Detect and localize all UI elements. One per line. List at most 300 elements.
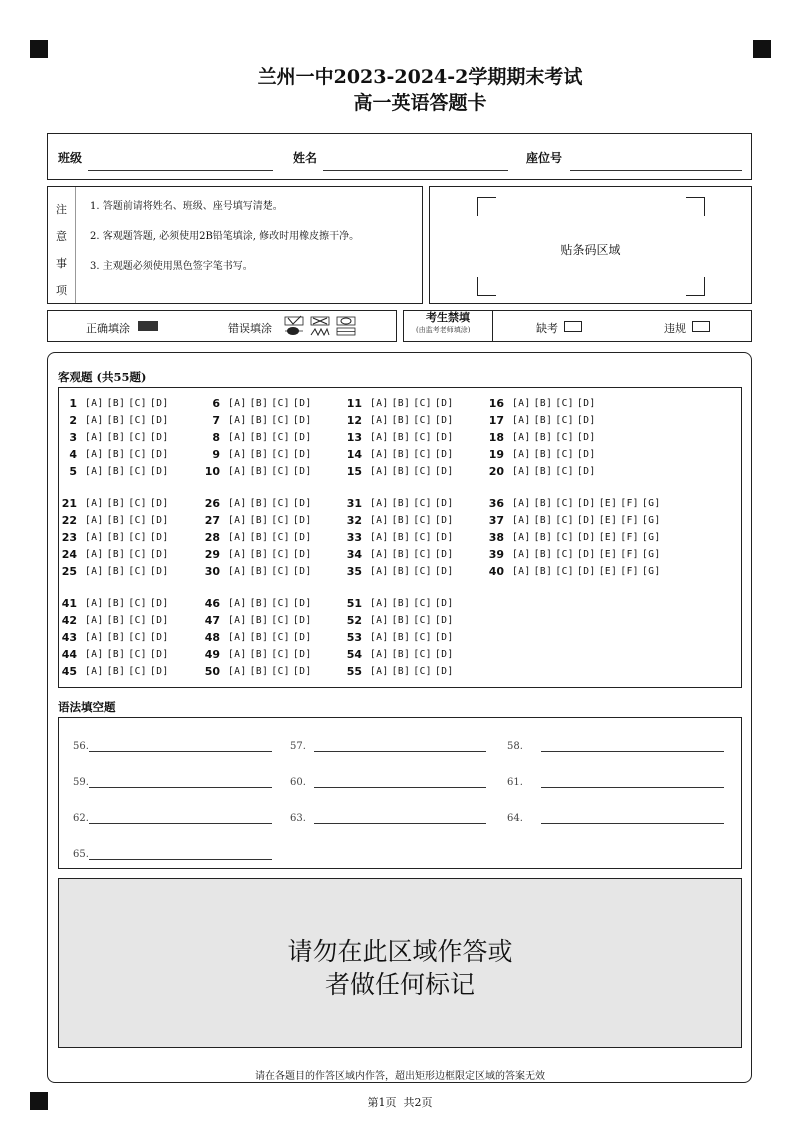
answer-bubble-c[interactable]: [C] (555, 449, 575, 460)
answer-bubble-c[interactable]: [C] (413, 598, 433, 609)
answer-bubble-b[interactable]: [B] (391, 598, 411, 609)
violation-label: 违规 (664, 322, 686, 335)
answer-bubble-b[interactable]: [B] (533, 532, 553, 543)
question-row (55, 548, 172, 561)
no-answer-text-line2: 者做任何标记 (324, 970, 475, 999)
answer-bubble-a[interactable]: [A] (228, 415, 247, 426)
answer-bubble-b[interactable]: [B] (106, 615, 126, 626)
answer-bubble-a[interactable]: [A] (512, 566, 531, 577)
answer-bubble-c[interactable]: [C] (271, 632, 291, 643)
answer-bubble-b[interactable]: [B] (533, 466, 553, 477)
answer-bubble-c[interactable]: [C] (413, 432, 433, 443)
answer-bubble-a[interactable]: [A] (370, 449, 389, 460)
answer-bubble-c[interactable]: [C] (413, 415, 433, 426)
answer-bubble-a[interactable]: [A] (85, 415, 104, 426)
answer-bubble-d[interactable]: [D] (150, 549, 169, 560)
answer-bubble-d[interactable]: [D] (435, 449, 454, 460)
proctor-note: (由监考老师填涂) (416, 326, 471, 334)
answer-bubble-a[interactable]: [A] (228, 449, 247, 460)
answer-bubble-g[interactable]: [G] (642, 566, 661, 577)
answer-bubble-b[interactable]: [B] (106, 498, 126, 509)
question-number: 17 (488, 414, 504, 427)
card-title: 高一英语答题卡 (353, 92, 487, 114)
answer-bubble-b[interactable]: [B] (391, 432, 411, 443)
answer-bubble-a[interactable]: [A] (228, 598, 247, 609)
answer-bubble-a[interactable]: [A] (85, 449, 104, 460)
answer-bubble-a[interactable]: [A] (228, 466, 247, 477)
answer-bubble-a[interactable]: [A] (228, 498, 247, 509)
answer-bubble-a[interactable]: [A] (85, 666, 104, 677)
answer-bubble-b[interactable]: [B] (533, 415, 553, 426)
question-row (198, 531, 315, 544)
answer-bubble-c[interactable]: [C] (271, 649, 291, 660)
answer-bubble-a[interactable]: [A] (370, 649, 389, 660)
question-number: 21 (61, 497, 77, 510)
answer-bubble-d[interactable]: [D] (435, 532, 454, 543)
answer-bubble-d[interactable]: [D] (435, 498, 454, 509)
grammar-item-62[interactable] (73, 813, 272, 824)
answer-bubble-c[interactable]: [C] (128, 632, 148, 643)
grammar-number: 58. (507, 741, 523, 752)
answer-bubble-d[interactable]: [D] (293, 666, 312, 677)
question-number: 34 (346, 548, 362, 561)
answer-bubble-c[interactable]: [C] (413, 449, 433, 460)
answer-bubble-d[interactable]: [D] (577, 432, 596, 443)
grammar-item-58[interactable] (507, 741, 724, 752)
answer-bubble-a[interactable]: [A] (512, 498, 531, 509)
question-number: 2 (69, 414, 77, 427)
absent-checkbox[interactable] (564, 321, 582, 332)
notice-side-char: 项 (56, 284, 67, 297)
answer-bubble-d[interactable]: [D] (150, 649, 169, 660)
answer-bubble-d[interactable]: [D] (435, 598, 454, 609)
answer-bubble-d[interactable]: [D] (293, 398, 312, 409)
answer-bubble-b[interactable]: [B] (249, 598, 269, 609)
answer-bubble-d[interactable]: [D] (293, 532, 312, 543)
answer-bubble-c[interactable]: [C] (555, 532, 575, 543)
grammar-title: 语法填空题 (58, 700, 116, 714)
answer-bubble-d[interactable]: [D] (577, 566, 596, 577)
answer-bubble-b[interactable]: [B] (391, 415, 411, 426)
answer-bubble-g[interactable]: [G] (642, 549, 661, 560)
answer-bubble-b[interactable]: [B] (106, 549, 126, 560)
answer-bubble-c[interactable]: [C] (128, 398, 148, 409)
grammar-item-64[interactable] (507, 813, 724, 824)
answer-bubble-d[interactable]: [D] (150, 432, 169, 443)
answer-bubble-a[interactable]: [A] (85, 466, 104, 477)
answer-bubble-f[interactable]: [F] (620, 532, 640, 543)
grammar-item-65[interactable] (73, 849, 272, 860)
answer-bubble-c[interactable]: [C] (128, 666, 148, 677)
answer-bubble-c[interactable]: [C] (413, 498, 433, 509)
answer-bubble-b[interactable]: [B] (249, 466, 269, 477)
answer-bubble-b[interactable]: [B] (391, 532, 411, 543)
answer-bubble-b[interactable]: [B] (249, 632, 269, 643)
answer-bubble-a[interactable]: [A] (228, 549, 247, 560)
answer-bubble-d[interactable]: [D] (150, 566, 169, 577)
answer-bubble-b[interactable]: [B] (106, 632, 126, 643)
answer-bubble-c[interactable]: [C] (413, 398, 433, 409)
answer-bubble-b[interactable]: [B] (391, 515, 411, 526)
question-row (482, 531, 664, 544)
answer-bubble-a[interactable]: [A] (228, 649, 247, 660)
answer-line[interactable] (314, 777, 486, 788)
answer-bubble-d[interactable]: [D] (435, 615, 454, 626)
answer-bubble-b[interactable]: [B] (249, 532, 269, 543)
answer-bubble-d[interactable]: [D] (150, 666, 169, 677)
question-row (482, 465, 599, 478)
answer-bubble-c[interactable]: [C] (128, 498, 148, 509)
answer-bubble-d[interactable]: [D] (150, 398, 169, 409)
question-row (482, 548, 664, 561)
answer-line[interactable] (541, 813, 724, 824)
question-row (55, 414, 172, 427)
answer-bubble-c[interactable]: [C] (555, 498, 575, 509)
question-number: 27 (204, 514, 220, 527)
answer-bubble-c[interactable]: [C] (128, 449, 148, 460)
answer-bubble-c[interactable]: [C] (128, 598, 148, 609)
answer-bubble-a[interactable]: [A] (370, 566, 389, 577)
answer-bubble-a[interactable]: [A] (228, 515, 247, 526)
answer-bubble-c[interactable]: [C] (128, 649, 148, 660)
answer-bubble-a[interactable]: [A] (228, 432, 247, 443)
answer-bubble-a[interactable]: [A] (512, 415, 531, 426)
answer-bubble-c[interactable]: [C] (271, 549, 291, 560)
answer-bubble-c[interactable]: [C] (271, 466, 291, 477)
answer-bubble-g[interactable]: [G] (642, 498, 661, 509)
answer-bubble-d[interactable]: [D] (150, 498, 169, 509)
answer-bubble-b[interactable]: [B] (533, 515, 553, 526)
answer-bubble-a[interactable]: [A] (85, 515, 104, 526)
answer-bubble-e[interactable]: [E] (598, 532, 618, 543)
proctor-divider (492, 311, 493, 341)
answer-bubble-d[interactable]: [D] (293, 615, 312, 626)
question-row (340, 648, 457, 661)
grammar-item-56[interactable] (73, 741, 272, 752)
answer-bubble-e[interactable]: [E] (598, 566, 618, 577)
question-number: 55 (346, 665, 362, 678)
answer-bubble-a[interactable]: [A] (512, 466, 531, 477)
grammar-item-61[interactable] (507, 777, 724, 788)
answer-bubble-a[interactable]: [A] (370, 398, 389, 409)
answer-bubble-c[interactable]: [C] (271, 532, 291, 543)
answer-line[interactable] (89, 849, 272, 860)
answer-bubble-d[interactable]: [D] (435, 432, 454, 443)
answer-bubble-b[interactable]: [B] (249, 415, 269, 426)
answer-bubble-c[interactable]: [C] (271, 515, 291, 526)
wrong-fill-samples (283, 315, 363, 337)
answer-bubble-b[interactable]: [B] (106, 515, 126, 526)
answer-bubble-d[interactable]: [D] (577, 415, 596, 426)
answer-bubble-e[interactable]: [E] (598, 549, 618, 560)
answer-bubble-c[interactable]: [C] (128, 515, 148, 526)
answer-line[interactable] (314, 813, 486, 824)
answer-bubble-e[interactable]: [E] (598, 498, 618, 509)
question-number: 30 (204, 565, 220, 578)
answer-bubble-d[interactable]: [D] (577, 532, 596, 543)
answer-bubble-c[interactable]: [C] (413, 515, 433, 526)
answer-bubble-b[interactable]: [B] (249, 615, 269, 626)
answer-bubble-a[interactable]: [A] (370, 432, 389, 443)
answer-bubble-f[interactable]: [F] (620, 566, 640, 577)
answer-bubble-c[interactable]: [C] (413, 632, 433, 643)
answer-bubble-d[interactable]: [D] (293, 632, 312, 643)
answer-bubble-a[interactable]: [A] (512, 432, 531, 443)
answer-bubble-b[interactable]: [B] (533, 398, 553, 409)
answer-bubble-d[interactable]: [D] (577, 498, 596, 509)
answer-bubble-a[interactable]: [A] (85, 498, 104, 509)
answer-bubble-d[interactable]: [D] (577, 466, 596, 477)
grammar-number: 63. (290, 813, 306, 824)
answer-bubble-b[interactable]: [B] (249, 649, 269, 660)
answer-bubble-a[interactable]: [A] (370, 632, 389, 643)
answer-bubble-g[interactable]: [G] (642, 532, 661, 543)
class-field[interactable] (88, 170, 273, 171)
answer-bubble-d[interactable]: [D] (435, 466, 454, 477)
answer-bubble-a[interactable]: [A] (228, 666, 247, 677)
answer-bubble-a[interactable]: [A] (370, 466, 389, 477)
question-number: 23 (61, 531, 77, 544)
answer-bubble-d[interactable]: [D] (293, 466, 312, 477)
question-row (198, 631, 315, 644)
answer-bubble-b[interactable]: [B] (391, 549, 411, 560)
question-number: 1 (69, 397, 77, 410)
answer-bubble-d[interactable]: [D] (435, 666, 454, 677)
answer-bubble-b[interactable]: [B] (391, 449, 411, 460)
answer-bubble-c[interactable]: [C] (413, 549, 433, 560)
answer-bubble-c[interactable]: [C] (413, 649, 433, 660)
answer-bubble-d[interactable]: [D] (293, 415, 312, 426)
answer-bubble-b[interactable]: [B] (106, 466, 126, 477)
answer-line[interactable] (89, 813, 272, 824)
answer-bubble-c[interactable]: [C] (128, 615, 148, 626)
answer-line[interactable] (89, 777, 272, 788)
answer-bubble-c[interactable]: [C] (413, 615, 433, 626)
name-field[interactable] (323, 170, 508, 171)
question-row (340, 531, 457, 544)
answer-bubble-c[interactable]: [C] (555, 398, 575, 409)
answer-bubble-c[interactable]: [C] (128, 549, 148, 560)
grammar-item-63[interactable] (290, 813, 486, 824)
answer-bubble-b[interactable]: [B] (106, 666, 126, 677)
answer-bubble-b[interactable]: [B] (533, 566, 553, 577)
answer-bubble-d[interactable]: [D] (577, 515, 596, 526)
answer-bubble-d[interactable]: [D] (293, 566, 312, 577)
answer-bubble-a[interactable]: [A] (85, 632, 104, 643)
answer-bubble-a[interactable]: [A] (85, 598, 104, 609)
answer-bubble-c[interactable]: [C] (128, 415, 148, 426)
answer-bubble-b[interactable]: [B] (391, 498, 411, 509)
answer-bubble-a[interactable]: [A] (512, 449, 531, 460)
answer-bubble-a[interactable]: [A] (228, 632, 247, 643)
grammar-item-59[interactable] (73, 777, 272, 788)
answer-bubble-c[interactable]: [C] (271, 666, 291, 677)
answer-bubble-d[interactable]: [D] (150, 615, 169, 626)
question-number: 47 (204, 614, 220, 627)
question-row (55, 614, 172, 627)
answer-bubble-d[interactable]: [D] (150, 532, 169, 543)
answer-bubble-c[interactable]: [C] (413, 566, 433, 577)
question-number: 8 (212, 431, 220, 444)
answer-bubble-b[interactable]: [B] (533, 432, 553, 443)
answer-bubble-b[interactable]: [B] (249, 566, 269, 577)
answer-bubble-c[interactable]: [C] (413, 466, 433, 477)
answer-bubble-a[interactable]: [A] (370, 532, 389, 543)
question-number: 18 (488, 431, 504, 444)
answer-bubble-a[interactable]: [A] (370, 415, 389, 426)
answer-bubble-a[interactable]: [A] (370, 598, 389, 609)
answer-bubble-c[interactable]: [C] (555, 432, 575, 443)
answer-bubble-f[interactable]: [F] (620, 549, 640, 560)
answer-bubble-a[interactable]: [A] (370, 549, 389, 560)
answer-bubble-d[interactable]: [D] (150, 449, 169, 460)
answer-bubble-c[interactable]: [C] (555, 466, 575, 477)
answer-bubble-c[interactable]: [C] (555, 566, 575, 577)
answer-bubble-c[interactable]: [C] (271, 398, 291, 409)
answer-line[interactable] (541, 777, 724, 788)
answer-bubble-b[interactable]: [B] (106, 649, 126, 660)
answer-bubble-d[interactable]: [D] (435, 632, 454, 643)
question-number: 19 (488, 448, 504, 461)
answer-bubble-b[interactable]: [B] (249, 515, 269, 526)
answer-bubble-c[interactable]: [C] (271, 498, 291, 509)
answer-line[interactable] (541, 741, 724, 752)
barcode-corner (686, 277, 705, 296)
answer-bubble-g[interactable]: [G] (642, 515, 661, 526)
question-number: 50 (204, 665, 220, 678)
answer-bubble-e[interactable]: [E] (598, 515, 618, 526)
answer-bubble-a[interactable]: [A] (512, 549, 531, 560)
answer-bubble-a[interactable]: [A] (228, 398, 247, 409)
answer-bubble-a[interactable]: [A] (512, 515, 531, 526)
answer-bubble-a[interactable]: [A] (85, 549, 104, 560)
grammar-item-60[interactable] (290, 777, 486, 788)
answer-bubble-a[interactable]: [A] (85, 532, 104, 543)
answer-bubble-b[interactable]: [B] (249, 432, 269, 443)
answer-bubble-d[interactable]: [D] (435, 566, 454, 577)
answer-bubble-a[interactable]: [A] (228, 615, 247, 626)
answer-bubble-d[interactable]: [D] (150, 466, 169, 477)
answer-bubble-b[interactable]: [B] (106, 598, 126, 609)
answer-bubble-d[interactable]: [D] (293, 432, 312, 443)
answer-bubble-b[interactable]: [B] (106, 566, 126, 577)
question-row (198, 497, 315, 510)
answer-line[interactable] (89, 741, 272, 752)
answer-bubble-a[interactable]: [A] (228, 566, 247, 577)
violation-checkbox[interactable] (692, 321, 710, 332)
answer-bubble-d[interactable]: [D] (293, 498, 312, 509)
answer-bubble-b[interactable]: [B] (391, 566, 411, 577)
answer-bubble-c[interactable]: [C] (271, 415, 291, 426)
answer-bubble-b[interactable]: [B] (106, 398, 126, 409)
answer-bubble-d[interactable]: [D] (435, 549, 454, 560)
answer-bubble-b[interactable]: [B] (391, 466, 411, 477)
answer-bubble-b[interactable]: [B] (391, 398, 411, 409)
answer-bubble-b[interactable]: [B] (249, 498, 269, 509)
answer-bubble-b[interactable]: [B] (249, 449, 269, 460)
answer-bubble-d[interactable]: [D] (293, 598, 312, 609)
answer-bubble-c[interactable]: [C] (413, 666, 433, 677)
answer-bubble-b[interactable]: [B] (249, 549, 269, 560)
answer-bubble-d[interactable]: [D] (150, 632, 169, 643)
answer-bubble-d[interactable]: [D] (293, 649, 312, 660)
grammar-item-57[interactable] (290, 741, 486, 752)
answer-bubble-c[interactable]: [C] (555, 515, 575, 526)
answer-bubble-b[interactable]: [B] (391, 632, 411, 643)
answer-bubble-b[interactable]: [B] (533, 549, 553, 560)
answer-bubble-d[interactable]: [D] (293, 549, 312, 560)
answer-bubble-d[interactable]: [D] (293, 515, 312, 526)
answer-bubble-b[interactable]: [B] (249, 398, 269, 409)
answer-bubble-b[interactable]: [B] (106, 449, 126, 460)
answer-bubble-f[interactable]: [F] (620, 498, 640, 509)
answer-bubble-a[interactable]: [A] (228, 532, 247, 543)
question-row (482, 414, 599, 427)
answer-bubble-a[interactable]: [A] (85, 649, 104, 660)
answer-bubble-b[interactable]: [B] (533, 498, 553, 509)
answer-bubble-c[interactable]: [C] (555, 415, 575, 426)
answer-bubble-d[interactable]: [D] (150, 415, 169, 426)
answer-bubble-c[interactable]: [C] (271, 598, 291, 609)
answer-bubble-d[interactable]: [D] (435, 515, 454, 526)
answer-bubble-a[interactable]: [A] (370, 666, 389, 677)
answer-bubble-d[interactable]: [D] (293, 449, 312, 460)
answer-bubble-b[interactable]: [B] (249, 666, 269, 677)
answer-bubble-d[interactable]: [D] (435, 415, 454, 426)
answer-bubble-d[interactable]: [D] (577, 398, 596, 409)
answer-bubble-a[interactable]: [A] (512, 398, 531, 409)
answer-bubble-a[interactable]: [A] (512, 532, 531, 543)
registration-mark-top-left (30, 40, 48, 58)
answer-bubble-d[interactable]: [D] (435, 649, 454, 660)
answer-bubble-c[interactable]: [C] (555, 549, 575, 560)
question-number: 53 (346, 631, 362, 644)
answer-bubble-a[interactable]: [A] (370, 515, 389, 526)
answer-bubble-f[interactable]: [F] (620, 515, 640, 526)
answer-bubble-a[interactable]: [A] (85, 566, 104, 577)
answer-bubble-c[interactable]: [C] (271, 615, 291, 626)
seat-field[interactable] (570, 170, 742, 171)
answer-bubble-c[interactable]: [C] (413, 532, 433, 543)
answer-bubble-d[interactable]: [D] (150, 598, 169, 609)
answer-bubble-a[interactable]: [A] (85, 432, 104, 443)
answer-bubble-d[interactable]: [D] (150, 515, 169, 526)
answer-bubble-d[interactable]: [D] (577, 549, 596, 560)
answer-bubble-a[interactable]: [A] (370, 498, 389, 509)
answer-bubble-b[interactable]: [B] (391, 615, 411, 626)
answer-bubble-a[interactable]: [A] (370, 615, 389, 626)
answer-bubble-c[interactable]: [C] (128, 466, 148, 477)
answer-bubble-a[interactable]: [A] (85, 398, 104, 409)
answer-bubble-b[interactable]: [B] (106, 532, 126, 543)
answer-bubble-c[interactable]: [C] (128, 532, 148, 543)
answer-line[interactable] (314, 741, 486, 752)
answer-bubble-c[interactable]: [C] (128, 432, 148, 443)
answer-bubble-c[interactable]: [C] (271, 566, 291, 577)
answer-bubble-c[interactable]: [C] (271, 432, 291, 443)
question-row (482, 565, 664, 578)
answer-bubble-a[interactable]: [A] (85, 615, 104, 626)
answer-bubble-b[interactable]: [B] (391, 649, 411, 660)
answer-bubble-b[interactable]: [B] (391, 666, 411, 677)
answer-bubble-c[interactable]: [C] (271, 449, 291, 460)
answer-bubble-b[interactable]: [B] (533, 449, 553, 460)
answer-bubble-b[interactable]: [B] (106, 432, 126, 443)
answer-bubble-b[interactable]: [B] (106, 415, 126, 426)
answer-bubble-d[interactable]: [D] (577, 449, 596, 460)
answer-bubble-c[interactable]: [C] (128, 566, 148, 577)
answer-bubble-d[interactable]: [D] (435, 398, 454, 409)
